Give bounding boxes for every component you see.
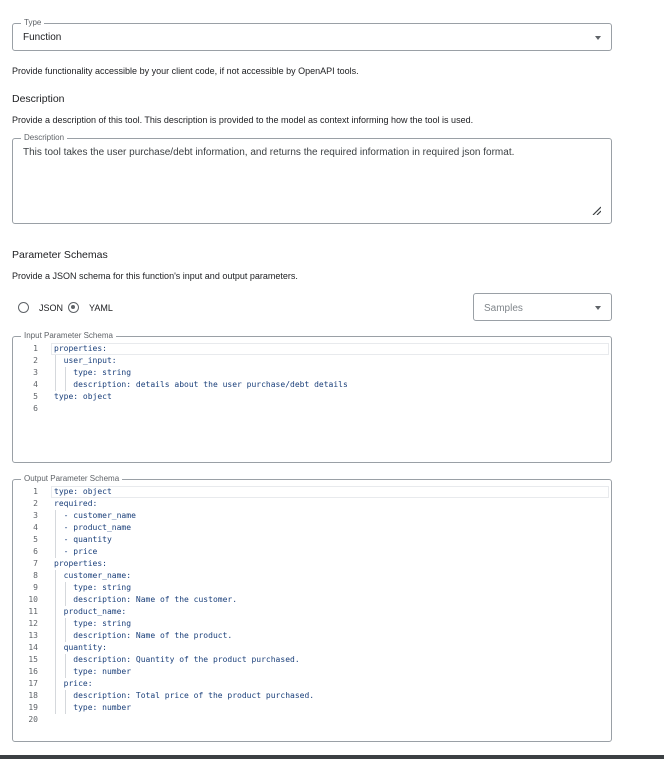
line-number: 10 [28, 595, 38, 604]
output-schema-code [13, 486, 611, 726]
code-line [13, 642, 611, 654]
line-text: - quantity [54, 535, 112, 544]
line-text: type: string [54, 619, 132, 628]
line-text: type: object [54, 487, 112, 496]
line-text: description: Name of the product. [54, 631, 233, 640]
line-number: 16 [28, 667, 38, 676]
line-number: 7 [33, 559, 38, 568]
line-text: type: string [54, 368, 132, 377]
code-line [13, 630, 611, 642]
line-number: 12 [28, 619, 38, 628]
radio-yaml-label[interactable]: YAML [89, 303, 113, 313]
line-number: 3 [33, 511, 38, 520]
code-line [13, 379, 611, 391]
code-line [13, 367, 611, 379]
line-text: description: details about the user purchase/debt details [54, 380, 348, 389]
code-line [13, 690, 611, 702]
line-text: - price [54, 547, 98, 556]
line-number: 19 [28, 703, 38, 712]
code-line [13, 355, 611, 367]
line-number: 2 [33, 499, 38, 508]
input-schema-editor[interactable] [12, 331, 612, 463]
code-line [13, 486, 611, 498]
parameter-schemas-heading: Parameter Schemas [12, 249, 108, 261]
line-number: 6 [33, 547, 38, 556]
line-text: type: string [54, 583, 132, 592]
line-text: properties: [54, 559, 107, 568]
type-legend: Type [21, 17, 44, 29]
input-schema-legend: Input Parameter Schema [21, 330, 116, 342]
output-schema-legend: Output Parameter Schema [21, 473, 122, 485]
code-line [13, 498, 611, 510]
type-select[interactable] [12, 18, 612, 51]
code-line [13, 343, 611, 355]
code-line [13, 714, 611, 726]
type-value: Function [23, 32, 62, 43]
description-textarea[interactable] [12, 133, 612, 224]
resize-handle-icon[interactable] [591, 205, 601, 215]
code-line [13, 403, 611, 415]
line-number: 11 [28, 607, 38, 616]
line-text: user_input: [54, 356, 117, 365]
samples-select[interactable] [473, 293, 612, 321]
line-number: 18 [28, 691, 38, 700]
code-line [13, 678, 611, 690]
line-text: - customer_name [54, 511, 136, 520]
code-line [13, 522, 611, 534]
parameter-schemas-help-text: Provide a JSON schema for this function's input and output parameters. [12, 271, 298, 281]
code-line [13, 534, 611, 546]
line-text: description: Total price of the product purchased. [54, 691, 315, 700]
description-heading: Description [12, 93, 65, 105]
code-line [13, 558, 611, 570]
line-text: description: Quantity of the product purchased. [54, 655, 300, 664]
description-value: This tool takes the user purchase/debt information, and returns the required information in required json format. [23, 147, 515, 158]
line-number: 20 [28, 715, 38, 724]
code-line [13, 618, 611, 630]
line-number: 17 [28, 679, 38, 688]
radio-json[interactable] [18, 302, 29, 313]
line-text: price: [54, 679, 93, 688]
line-number: 15 [28, 655, 38, 664]
samples-placeholder: Samples [484, 303, 523, 314]
description-help-text: Provide a description of this tool. This description is provided to the model as context informing how the tool is used. [12, 115, 474, 125]
code-line [13, 510, 611, 522]
line-text: required: [54, 499, 98, 508]
code-line [13, 391, 611, 403]
bottom-bar [0, 755, 664, 759]
chevron-down-icon [595, 36, 601, 40]
line-text: - product_name [54, 523, 132, 532]
output-schema-editor[interactable] [12, 474, 612, 742]
line-number: 9 [33, 583, 38, 592]
code-line [13, 594, 611, 606]
code-line [13, 582, 611, 594]
chevron-down-icon [595, 306, 601, 310]
input-schema-code [13, 343, 611, 415]
line-number: 6 [33, 404, 38, 413]
line-text: product_name: [54, 607, 127, 616]
line-number: 5 [33, 392, 38, 401]
code-line [13, 654, 611, 666]
line-number: 4 [33, 523, 38, 532]
line-number: 5 [33, 535, 38, 544]
code-line [13, 606, 611, 618]
line-number: 13 [28, 631, 38, 640]
line-number: 1 [33, 344, 38, 353]
line-text: type: object [54, 392, 112, 401]
line-number: 14 [28, 643, 38, 652]
line-text: customer_name: [54, 571, 132, 580]
description-legend: Description [21, 132, 67, 144]
line-text: description: Name of the customer. [54, 595, 238, 604]
line-text: type: number [54, 667, 132, 676]
line-text: quantity: [54, 643, 107, 652]
line-text: properties: [54, 344, 107, 353]
line-text: type: number [54, 703, 132, 712]
line-number: 4 [33, 380, 38, 389]
line-number: 8 [33, 571, 38, 580]
radio-json-label[interactable]: JSON [39, 303, 64, 313]
code-line [13, 546, 611, 558]
line-number: 2 [33, 356, 38, 365]
line-number: 3 [33, 368, 38, 377]
function-help-text: Provide functionality accessible by your client code, if not accessible by OpenAPI tools. [12, 66, 359, 76]
code-line [13, 570, 611, 582]
line-number: 1 [33, 487, 38, 496]
code-line [13, 666, 611, 678]
radio-yaml[interactable] [68, 302, 79, 313]
code-line [13, 702, 611, 714]
